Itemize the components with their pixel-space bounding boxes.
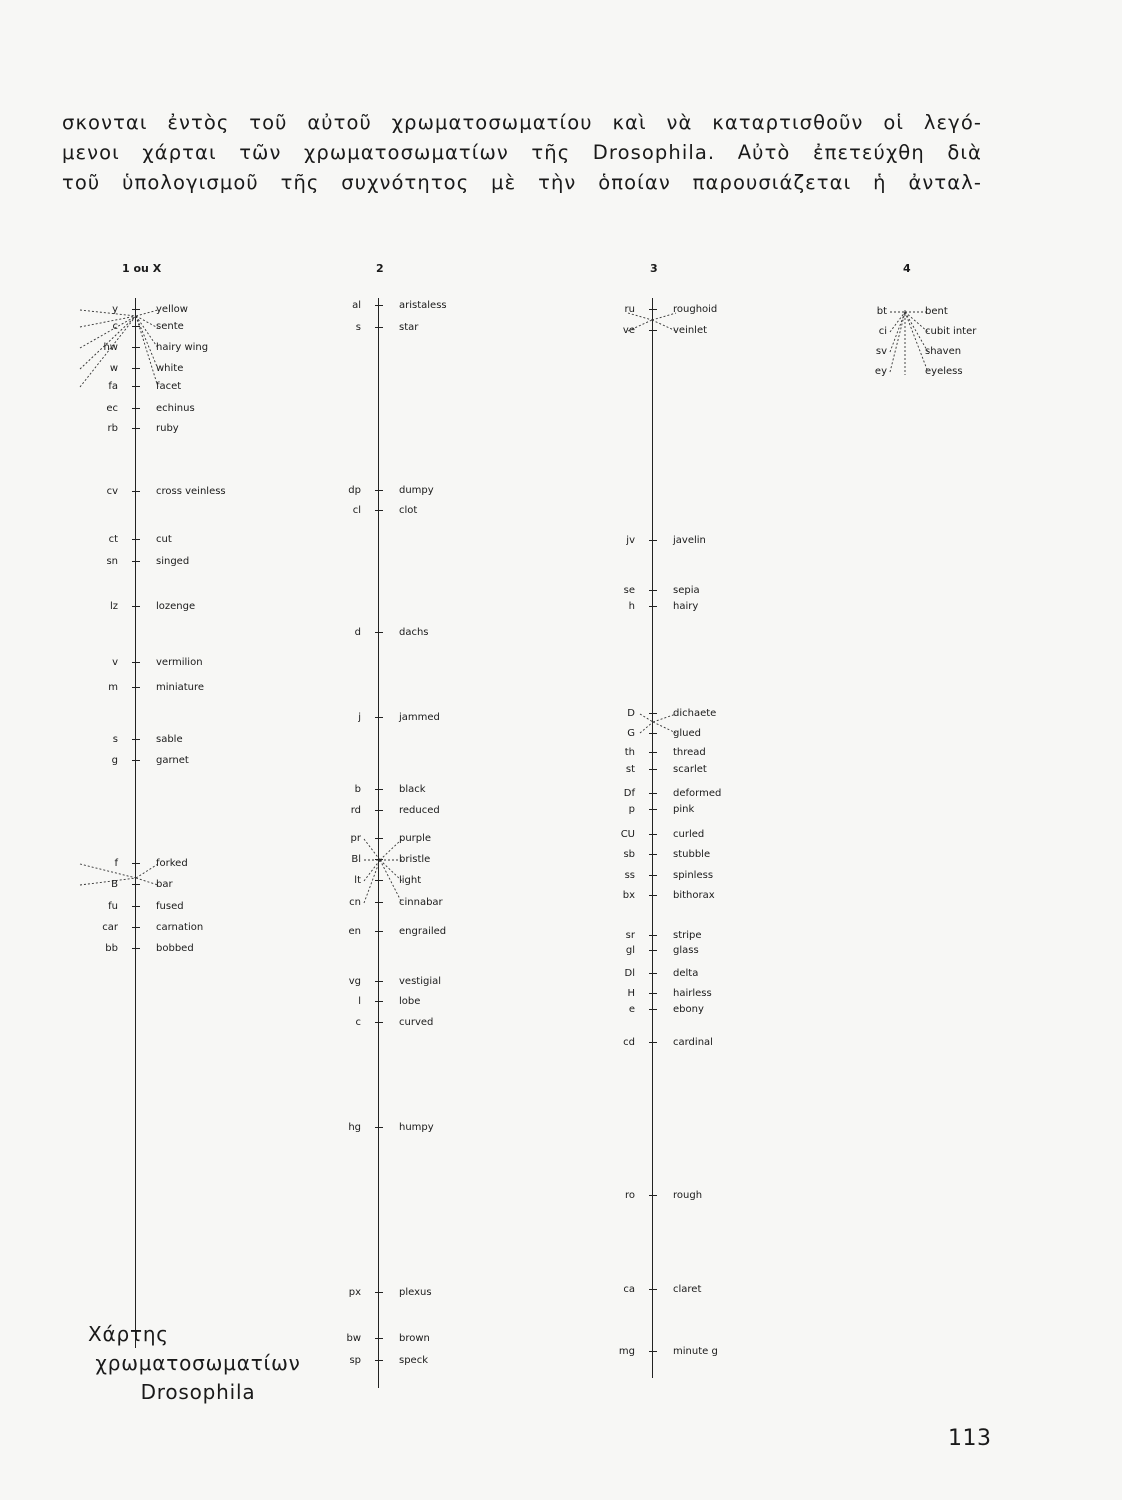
gene-symbol: fu [108, 901, 118, 912]
gene-row [40, 362, 300, 376]
gene-symbol: sr [625, 930, 635, 941]
gene-name: fused [156, 901, 184, 912]
locus-tick [132, 906, 140, 907]
gene-name: veinlet [673, 325, 708, 336]
gene-name: shaven [925, 346, 962, 357]
chromosome-label: 4 [903, 262, 911, 275]
gene-row [40, 380, 300, 394]
gene-name: engrailed [399, 926, 447, 937]
gene-row [300, 783, 560, 797]
locus-tick [649, 733, 657, 734]
gene-name: curled [673, 829, 705, 840]
gene-row [40, 921, 300, 935]
gene-symbol: g [111, 755, 118, 766]
gene-row [570, 869, 830, 883]
gene-symbol: bb [105, 943, 118, 954]
gene-symbol: bx [622, 890, 635, 901]
gene-name: glass [673, 945, 699, 956]
gene-symbol: cd [623, 1037, 635, 1048]
gene-symbol: Bl [351, 854, 361, 865]
gene-name: miniature [156, 682, 205, 693]
paragraph-line: σκονται ἐντὸς τοῦ αὐτοῦ χρωματοσωματίου καὶ νὰ καταρτισθοῦν οἱ λεγό- [62, 111, 982, 134]
gene-name: cross veinless [156, 486, 226, 497]
locus-tick [132, 687, 140, 688]
gene-name: dumpy [399, 485, 434, 496]
gene-name: cut [156, 534, 172, 545]
gene-symbol: rd [350, 805, 361, 816]
gene-name: bristle [399, 854, 431, 865]
locus-tick [132, 309, 140, 310]
gene-row [570, 1345, 830, 1359]
gene-symbol: H [627, 988, 635, 999]
gene-name: scarlet [673, 764, 707, 775]
gene-name: black [399, 784, 426, 795]
gene-row [300, 832, 560, 846]
locus-tick [649, 590, 657, 591]
gene-row [300, 484, 560, 498]
gene-symbol: car [102, 922, 118, 933]
gene-row [570, 600, 830, 614]
gene-row [830, 325, 1090, 339]
gene-row [570, 1283, 830, 1297]
gene-name: thread [673, 747, 706, 758]
gene-name: ruby [156, 423, 179, 434]
gene-symbol: Df [623, 788, 635, 799]
locus-tick [375, 305, 383, 306]
gene-row [300, 853, 560, 867]
gene-symbol: e [628, 1004, 635, 1015]
gene-row [570, 707, 830, 721]
gene-symbol: B [111, 879, 118, 890]
locus-tick [132, 863, 140, 864]
gene-symbol: sn [106, 556, 118, 567]
chromosome-label: 2 [376, 262, 384, 275]
gene-row [40, 942, 300, 956]
gene-name: cardinal [673, 1037, 713, 1048]
gene-row [300, 995, 560, 1009]
gene-name: purple [399, 833, 432, 844]
locus-tick [375, 931, 383, 932]
gene-row [40, 555, 300, 569]
caption-line: Drosophila [140, 1380, 256, 1404]
gene-row [40, 422, 300, 436]
gene-symbol: ro [624, 1190, 635, 1201]
paragraph-line: μενοι χάρται τῶν χρωματοσωματίων τῆς Drosophila. Αὐτὸ ἐπετεύχθη διὰ [62, 141, 982, 164]
gene-name: vestigial [399, 976, 442, 987]
gene-symbol: cn [349, 897, 361, 908]
gene-row [40, 878, 300, 892]
locus-tick [132, 561, 140, 562]
locus-tick [649, 1009, 657, 1010]
gene-row [570, 1189, 830, 1203]
gene-symbol: s [355, 322, 361, 333]
gene-name: sente [156, 321, 184, 332]
gene-symbol: mg [618, 1346, 635, 1357]
locus-tick [649, 973, 657, 974]
gene-name: ebony [673, 1004, 704, 1015]
gene-row [570, 803, 830, 817]
gene-symbol: f [114, 858, 118, 869]
gene-name: bent [925, 306, 948, 317]
locus-tick [375, 1022, 383, 1023]
gene-row [40, 754, 300, 768]
locus-tick [132, 428, 140, 429]
gene-symbol: ey [874, 366, 887, 377]
gene-row [40, 857, 300, 871]
gene-name: garnet [156, 755, 189, 766]
gene-symbol: rb [107, 423, 118, 434]
gene-symbol: cl [352, 505, 361, 516]
gene-name: reduced [399, 805, 440, 816]
locus-tick [649, 1289, 657, 1290]
locus-tick [649, 854, 657, 855]
gene-name: lobe [399, 996, 421, 1007]
gene-name: echinus [156, 403, 195, 414]
gene-symbol: vg [348, 976, 361, 987]
chromosome-1-map [40, 260, 300, 1390]
gene-symbol: G [627, 728, 635, 739]
locus-tick [649, 606, 657, 607]
figure-caption [68, 1320, 328, 1407]
paragraph-line: τοῦ ὑπολογισμοῦ τῆς συχνότητος μὲ τὴν ὁποίαν παρουσιάζεται ἡ ἀνταλ- [62, 171, 982, 194]
locus-tick [132, 368, 140, 369]
gene-row [300, 1332, 560, 1346]
gene-name: white [156, 363, 184, 374]
gene-row [300, 1354, 560, 1368]
gene-row [40, 900, 300, 914]
gene-name: light [399, 875, 422, 886]
gene-symbol: bw [346, 1333, 361, 1344]
gene-symbol: p [628, 804, 635, 815]
gene-name: forked [156, 858, 188, 869]
gene-symbol: D [627, 708, 635, 719]
locus-tick [132, 491, 140, 492]
chromosome-2-map [300, 260, 560, 1390]
gene-symbol: fa [108, 381, 118, 392]
locus-tick [649, 769, 657, 770]
locus-tick [375, 880, 383, 881]
gene-name: hairy wing [156, 342, 209, 353]
body-paragraph [62, 108, 982, 198]
gene-symbol: m [108, 682, 118, 693]
gene-row [570, 848, 830, 862]
gene-symbol: jv [626, 535, 635, 546]
gene-row [570, 828, 830, 842]
gene-row [570, 889, 830, 903]
locus-tick [375, 327, 383, 328]
gene-name: humpy [399, 1122, 434, 1133]
locus-tick [132, 539, 140, 540]
gene-symbol: sb [623, 849, 635, 860]
gene-symbol: sv [875, 346, 887, 357]
gene-symbol: ve [622, 325, 635, 336]
gene-symbol: v [112, 657, 118, 668]
locus-tick [375, 510, 383, 511]
locus-tick [132, 739, 140, 740]
gene-row [570, 324, 830, 338]
gene-symbol: hw [103, 342, 118, 353]
gene-name: pink [673, 804, 695, 815]
gene-name: speck [399, 1355, 428, 1366]
gene-symbol: se [623, 585, 635, 596]
gene-symbol: sp [349, 1355, 361, 1366]
gene-name: aristaless [399, 300, 447, 311]
gene-row [40, 733, 300, 747]
gene-name: deformed [673, 788, 722, 799]
gene-symbol: l [358, 996, 361, 1007]
gene-symbol: px [348, 1287, 361, 1298]
gene-name: clot [399, 505, 418, 516]
gene-row [300, 299, 560, 313]
locus-tick [132, 760, 140, 761]
gene-row [300, 804, 560, 818]
gene-row [300, 1286, 560, 1300]
locus-tick [132, 326, 140, 327]
locus-tick [375, 981, 383, 982]
gene-row [570, 584, 830, 598]
locus-tick [132, 662, 140, 663]
gene-symbol: b [354, 784, 361, 795]
chromosome-label: 1 ou X [122, 262, 162, 275]
gene-row [300, 626, 560, 640]
gene-name: vermilion [156, 657, 203, 668]
gene-row [300, 1121, 560, 1135]
locus-tick [132, 347, 140, 348]
gene-name: delta [673, 968, 699, 979]
gene-name: cinnabar [399, 897, 443, 908]
gene-symbol: s [112, 734, 118, 745]
gene-row [570, 534, 830, 548]
gene-row [40, 600, 300, 614]
locus-tick [649, 540, 657, 541]
gene-row [40, 303, 300, 317]
gene-row [570, 727, 830, 741]
locus-tick [649, 834, 657, 835]
gene-symbol: cv [106, 486, 118, 497]
gene-symbol: th [624, 747, 635, 758]
page-number: 113 [948, 1426, 992, 1451]
chromosome-3-map [570, 260, 830, 1390]
gene-name: javelin [673, 535, 706, 546]
gene-name: dichaete [673, 708, 717, 719]
gene-name: minute g [673, 1346, 718, 1357]
locus-tick [649, 1351, 657, 1352]
caption-line: χρωματοσωματίων [95, 1351, 301, 1375]
gene-row [830, 345, 1090, 359]
gene-symbol: c [355, 1017, 361, 1028]
gene-symbol: en [348, 926, 361, 937]
gene-name: bithorax [673, 890, 715, 901]
gene-row [830, 365, 1090, 379]
gene-row [40, 681, 300, 695]
gene-name: star [399, 322, 419, 333]
gene-name: hairless [673, 988, 712, 999]
gene-name: facet [156, 381, 182, 392]
gene-name: rough [673, 1190, 703, 1201]
locus-tick [649, 950, 657, 951]
locus-tick [375, 1292, 383, 1293]
gene-name: eyeless [925, 366, 963, 377]
gene-row [300, 874, 560, 888]
locus-tick [649, 713, 657, 714]
chromosome-axis [135, 298, 136, 1348]
gene-row [300, 504, 560, 518]
locus-tick [132, 927, 140, 928]
gene-symbol: d [354, 627, 361, 638]
locus-tick [649, 895, 657, 896]
gene-row [570, 1036, 830, 1050]
gene-symbol: w [109, 363, 118, 374]
gene-symbol: y [112, 304, 118, 315]
gene-symbol: ct [108, 534, 118, 545]
gene-symbol: lt [354, 875, 361, 886]
gene-name: hairy [673, 601, 699, 612]
locus-tick [649, 330, 657, 331]
gene-name: jammed [399, 712, 440, 723]
gene-symbol: ca [623, 1284, 635, 1295]
chromosome-label: 3 [650, 262, 658, 275]
gene-name: yellow [156, 304, 188, 315]
gene-row [570, 763, 830, 777]
locus-tick [649, 875, 657, 876]
gene-symbol: pr [350, 833, 361, 844]
gene-row [570, 303, 830, 317]
gene-symbol: hg [348, 1122, 361, 1133]
locus-tick [375, 1360, 383, 1361]
locus-tick [649, 309, 657, 310]
gene-name: sepia [673, 585, 700, 596]
gene-symbol: ru [624, 304, 635, 315]
locus-tick [132, 884, 140, 885]
locus-tick [375, 810, 383, 811]
gene-row [40, 402, 300, 416]
gene-symbol: c [112, 321, 118, 332]
gene-row [570, 967, 830, 981]
gene-name: singed [156, 556, 190, 567]
gene-symbol: lz [109, 601, 118, 612]
gene-symbol: h [628, 601, 635, 612]
gene-name: roughoid [673, 304, 718, 315]
gene-name: carnation [156, 922, 204, 933]
gene-symbol: j [358, 712, 361, 723]
locus-tick [375, 902, 383, 903]
gene-row [300, 1016, 560, 1030]
gene-symbol: bt [876, 306, 887, 317]
gene-row [570, 787, 830, 801]
gene-symbol: Dl [624, 968, 635, 979]
gene-name: stripe [673, 930, 702, 941]
gene-name: spinless [673, 870, 714, 881]
gene-row [570, 944, 830, 958]
gene-symbol: dp [348, 485, 361, 496]
gene-row [830, 305, 1090, 319]
locus-tick [375, 632, 383, 633]
gene-symbol: ss [624, 870, 635, 881]
locus-tick [132, 606, 140, 607]
gene-row [300, 321, 560, 335]
gene-symbol: al [352, 300, 361, 311]
gene-row [570, 929, 830, 943]
locus-tick [649, 1042, 657, 1043]
gene-symbol: CU [620, 829, 635, 840]
gene-name: stubble [673, 849, 711, 860]
locus-tick [649, 993, 657, 994]
locus-tick [132, 408, 140, 409]
locus-tick [375, 490, 383, 491]
gene-name: glued [673, 728, 701, 739]
gene-symbol: ci [878, 326, 887, 337]
locus-tick [649, 809, 657, 810]
gene-name: dachs [399, 627, 429, 638]
gene-symbol: ec [106, 403, 118, 414]
locus-tick [375, 1127, 383, 1128]
gene-row [300, 975, 560, 989]
gene-row [570, 987, 830, 1001]
locus-tick [375, 717, 383, 718]
locus-tick [649, 793, 657, 794]
locus-tick [649, 752, 657, 753]
locus-tick [132, 386, 140, 387]
caption-line: Χάρτης [88, 1322, 169, 1346]
gene-name: claret [673, 1284, 702, 1295]
gene-name: curved [399, 1017, 434, 1028]
chromosome-4-map [830, 260, 1090, 400]
gene-name: bar [156, 879, 173, 890]
locus-tick [375, 1001, 383, 1002]
locus-tick [375, 1338, 383, 1339]
gene-row [40, 320, 300, 334]
gene-row [570, 746, 830, 760]
gene-name: sable [156, 734, 183, 745]
gene-name: plexus [399, 1287, 432, 1298]
locus-tick [649, 1195, 657, 1196]
gene-name: lozenge [156, 601, 196, 612]
gene-row [300, 711, 560, 725]
gene-symbol: gl [625, 945, 635, 956]
locus-tick [375, 789, 383, 790]
gene-name: brown [399, 1333, 430, 1344]
gene-symbol: st [625, 764, 635, 775]
locus-tick [375, 859, 383, 860]
locus-tick [375, 838, 383, 839]
gene-row [300, 925, 560, 939]
gene-row [40, 656, 300, 670]
gene-row [570, 1003, 830, 1017]
gene-row [40, 341, 300, 355]
locus-tick [649, 935, 657, 936]
gene-row [300, 896, 560, 910]
gene-name: cubit inter [925, 326, 977, 337]
gene-row [40, 485, 300, 499]
gene-name: bobbed [156, 943, 194, 954]
locus-tick [132, 948, 140, 949]
gene-row [40, 533, 300, 547]
